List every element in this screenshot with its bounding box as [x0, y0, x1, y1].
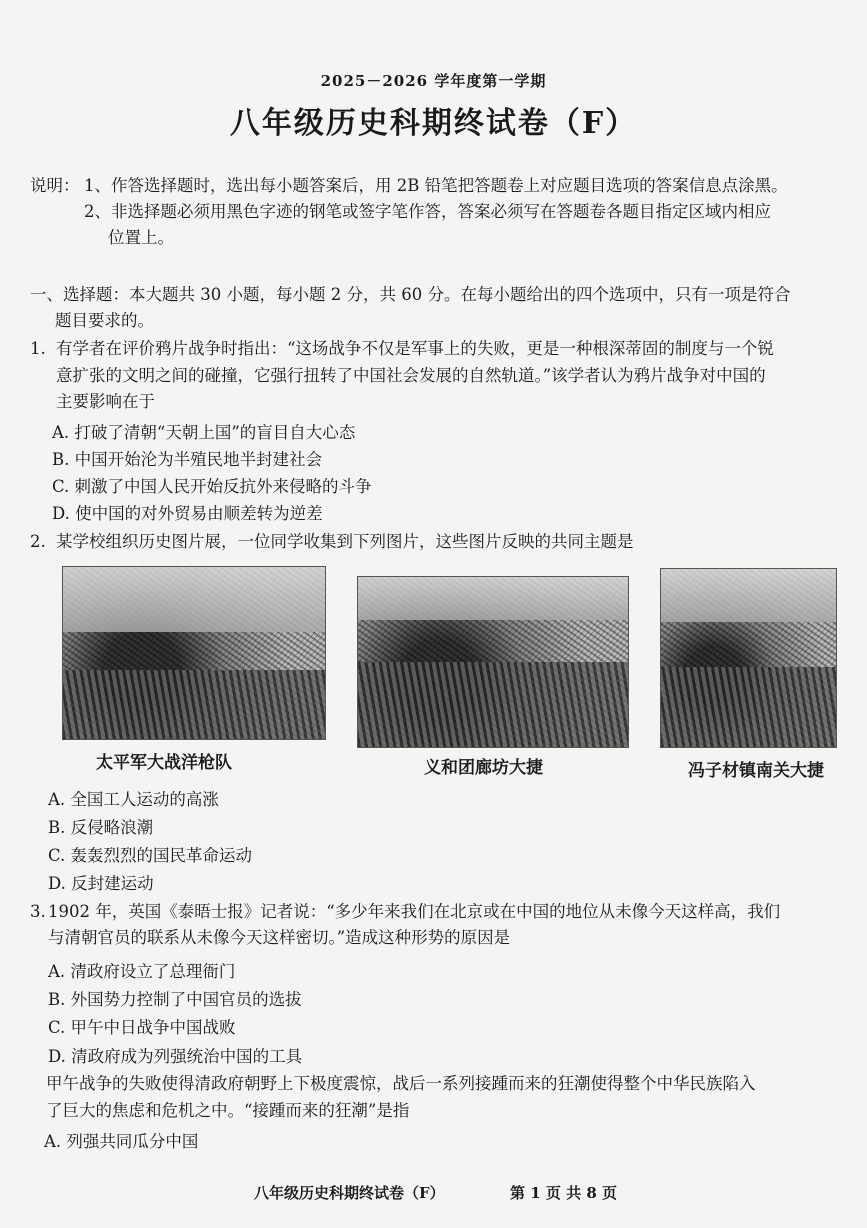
question-1-option-d[interactable]: D. 使中国的对外贸易由顺差转为逆差 [52, 504, 323, 523]
instruction-item-2: 2、非选择题必须用黑色字迹的钢笔或签字笔作答，答案必须写在答题卷各题目指定区域内相应 [84, 202, 771, 221]
question-2-option-a[interactable]: A. 全国工人运动的高涨 [48, 790, 219, 809]
question-1-option-b[interactable]: B. 中国开始沦为半殖民地半封建社会 [52, 450, 323, 469]
question-1-stem-line: 有学者在评价鸦片战争时指出：“这场战争不仅是军事上的失败，更是一种根深蒂固的制度与一个锐 [56, 339, 774, 358]
question-3-stem-line: 1902 年，英国《泰晤士报》记者说：“多少年来我们在北京或在中国的地位从未像今天这样高，我们 [48, 902, 781, 921]
term-line: 2025－2026 学年度第一学期 [320, 72, 547, 90]
question-2-number: 2. [30, 532, 46, 551]
footer-title: 八年级历史科期终试卷（F） [254, 1184, 445, 1202]
page-number: 第 1 页 共 8 页 [510, 1184, 617, 1202]
instruction-item-1: 1、作答选择题时，选出每小题答案后，用 2B 铅笔把答题卷上对应题目选项的答案信息点涂黑。 [84, 176, 788, 195]
photo-caption-1: 太平军大战洋枪队 [96, 753, 232, 773]
question-4-option-a[interactable]: A. 列强共同瓜分中国 [44, 1132, 199, 1151]
photo-taiping-battle [62, 566, 326, 740]
photo-boxer-langfang [357, 576, 629, 748]
question-2-option-d[interactable]: D. 反封建运动 [48, 874, 154, 893]
question-2-option-c[interactable]: C. 轰轰烈烈的国民革命运动 [48, 846, 253, 865]
question-1-option-c[interactable]: C. 刺激了中国人民开始反抗外来侵略的斗争 [52, 477, 372, 496]
question-3-option-a[interactable]: A. 清政府设立了总理衙门 [48, 962, 236, 981]
question-1-stem-line: 主要影响在于 [56, 392, 155, 411]
instructions-label: 说明： [30, 176, 80, 195]
question-1-number: 1. [30, 339, 46, 358]
question-4-stem-line: 甲午战争的失败使得清政府朝野上下极度震惊，战后一系列接踵而来的狂潮使得整个中华民族陷入 [46, 1074, 756, 1093]
question-3-option-c[interactable]: C. 甲午中日战争中国战败 [48, 1018, 236, 1037]
question-1-stem-line: 意扩张的文明之间的碰撞，它强行扭转了中国社会发展的自然轨道。”该学者认为鸦片战争对中国的 [56, 366, 766, 385]
question-2-option-b[interactable]: B. 反侵略浪潮 [48, 818, 154, 837]
question-1-option-a[interactable]: A. 打破了清朝“天朝上国”的盲目自大心态 [52, 423, 356, 442]
question-2-stem-line: 某学校组织历史图片展，一位同学收集到下列图片，这些图片反映的共同主题是 [56, 532, 634, 551]
question-3-option-b[interactable]: B. 外国势力控制了中国官员的选拔 [48, 990, 302, 1009]
section-heading: 一、选择题：本大题共 30 小题，每小题 2 分，共 60 分。在每小题给出的四个选项中，只有一项是符合 [30, 285, 791, 304]
photo-feng-zicai [660, 568, 837, 748]
photo-caption-3: 冯子材镇南关大捷 [688, 761, 824, 781]
question-4-stem-line: 了巨大的焦虑和危机之中。“接踵而来的狂潮”是指 [46, 1101, 410, 1120]
instruction-item-2-cont: 位置上。 [108, 228, 174, 247]
section-heading-cont: 题目要求的。 [55, 311, 154, 330]
exam-title: 八年级历史科期终试卷（F） [229, 106, 638, 141]
question-3-option-d[interactable]: D. 清政府成为列强统治中国的工具 [48, 1047, 303, 1066]
question-3-stem-line: 与清朝官员的联系从未像今天这样密切。”造成这种形势的原因是 [48, 928, 511, 947]
photo-caption-2: 义和团廊坊大捷 [424, 758, 543, 778]
question-3-number: 3. [30, 902, 46, 921]
